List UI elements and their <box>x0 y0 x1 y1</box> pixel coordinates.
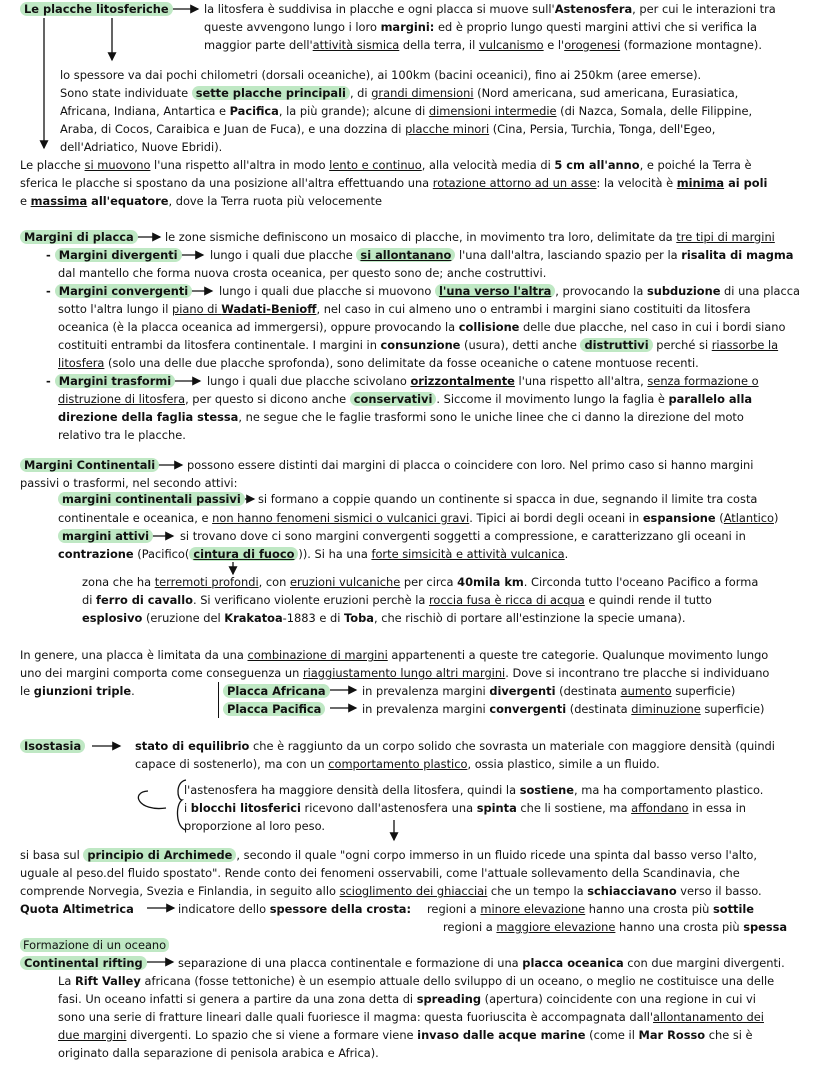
margini-8: litosfera (solo una delle due placche sprofonda), sono delimitate da fosse oceaniche o catene montuose recenti. <box>58 356 699 370</box>
oceano-5: due margini divergenti. Lo spazio che si viene a formare viene invaso dalle acque marine (come il Mar Rosso che si è <box>58 1028 753 1042</box>
heading-margini-continentali-line <box>20 456 159 474</box>
cont-3a <box>58 490 245 508</box>
margini-convergenti-line: - Margini convergenti <box>46 282 192 300</box>
margini-1: le zone sismiche definiscono un mosaico di placche, in movimento tra loro, delimitate da tre tipi di margini <box>165 230 775 244</box>
gen-4a <box>218 682 330 700</box>
line-11: e massima all'equatore, dove la Terra ruota più velocemente <box>20 194 382 208</box>
label-placca-africana: Placca Africana <box>223 684 330 698</box>
quota-1b: regioni a minore elevazione hanno una crosta più sottile <box>427 902 755 916</box>
oceano-3: fasi. Un oceano infatti si genera a partire da una zona detta di spreading (apertura) coincidente con una regione in cui vi <box>58 992 756 1006</box>
margini-divergenti-line: - Margini divergenti <box>46 246 182 264</box>
gen-3: le giunzioni triple. <box>20 684 135 698</box>
oceano-4: sono una serie di fratture lineari dalle quali fuoriesce il magma: questa fuoriuscita è accompagnata dall'allontanamento dei <box>58 1010 764 1024</box>
margini-11: direzione della faglia stessa, ne segue che le faglie trasformi sono le uniche linee che ci danno la direzione del moto <box>58 410 744 424</box>
margini-5: sotto l'altra lungo il piano di Wadati-Benioff, nel caso in cui almeno uno o entrambi i margini siano costituiti da litosfera <box>58 302 751 316</box>
isostasia-heading-line <box>20 737 85 755</box>
iso-5: proporzione al loro peso. <box>184 819 325 833</box>
cont-2: passivi o trasformi, nel secondo attivi: <box>20 476 238 490</box>
margini-3: dal mantello che forma nuova crosta oceanica, per questo sono de; anche costruttivi. <box>58 266 547 280</box>
margini-trasformi-line: - Margini trasformi <box>46 372 175 390</box>
quota-heading-line <box>20 900 134 918</box>
heading-margini-attivi: margini attivi <box>58 529 153 543</box>
heading-margini-passivi: margini continentali passivi <box>58 492 245 506</box>
oceano-6: originato dalla separazione di penisola arabica e Africa). <box>58 1046 379 1060</box>
line-10: sferica le placche si spostano da una posizione all'altra effettuando una rotazione attorno ad un asse: la velocità è minima ai poli <box>20 176 768 190</box>
gen-5: in prevalenza margini convergenti (destinata diminuzione superficie) <box>362 702 765 716</box>
margini-7: costituiti entrambi da litosfera continentale. I margini in consunzione (usura), detti anche distruttivi perché si riassorbe la <box>58 338 779 352</box>
heading-isostasia: Isostasia <box>20 739 85 753</box>
margini-2: lungo i quali due placche si allontanano l'una dall'altra, lasciando spazio per la risalita di magma <box>210 248 794 262</box>
iso-1: stato di equilibrio che è raggiunto da un corpo solido che sovrasta un materiale con maggiore densità (quindi <box>135 739 775 753</box>
line-4: lo spessore va dai pochi chilometri (dorsali oceaniche), ai 100km (bacini oceanici), fino ai 250km (aree emerse). <box>60 68 702 82</box>
line-placche <box>20 0 173 18</box>
rifting-heading-line <box>20 954 147 972</box>
heading-margini-trasformi: Margini trasformi <box>55 374 175 388</box>
label-placca-pacifica: Placca Pacifica <box>223 702 325 716</box>
cont-5a <box>58 527 153 545</box>
margini-4: lungo i quali due placche si muovono l'una verso l'altra , provocando la subduzione di una placca <box>219 284 800 298</box>
line-9: Le placche si muovono l'una rispetto all'altra in modo lento e continuo, alla velocità media di 5 cm all'anno, e poiché la Terra è <box>20 158 752 172</box>
heading-continental-rifting: Continental rifting <box>20 956 147 970</box>
cont-1: possono essere distinti dai margini di placca o coincidere con loro. Nel primo caso si hanno margini <box>187 458 754 472</box>
margini-10: distruzione di litosfera, per questo si dicono anche conservativi . Siccome il movimento lungo la faglia è parallelo alla <box>58 392 753 406</box>
cont-6: contrazione (Pacifico( cintura di fuoco )). Si ha una forte simsicità e attività vulcanica. <box>58 547 569 561</box>
line-3: maggior parte dell'attività sismica della terra, il vulcanismo e l'orogenesi (formazione montagne). <box>204 38 762 52</box>
gen-5a <box>218 700 325 718</box>
heading-margini-placca-line <box>20 228 138 246</box>
arch-2: uguale al peso.del fluido spostato". Rende conto dei fenomeni osservabili, come l'attuale sollevamento della Scandinavia, che <box>20 866 740 880</box>
arch-3: comprende Norvegia, Svezia e Finlandia, in seguito allo scioglimento dei ghiacciai che un tempo la schiacciavano verso il basso. <box>20 884 762 898</box>
line-2: queste avvengono lungo i loro margini: ed è proprio lungo questi margini attivi che si verifica la <box>204 20 758 34</box>
cont-7: zona che ha terremoti profondi, con eruzioni vulcaniche per circa 40mila km. Circonda tutto l'oceano Pacifico a forma <box>82 575 759 589</box>
cont-5: si trovano dove ci sono margini convergenti soggetti a compressione, e caratterizzano gli oceani in <box>180 529 746 543</box>
quota-1: indicatore dello spessore della crosta: <box>178 902 412 916</box>
oceano-2: La Rift Valley africana (fosse tettoniche) è un esempio attuale dello sviluppo di un oceano, o meglio ne costituisce una delle <box>58 974 775 988</box>
cont-3: si formano a coppie quando un continente si spacca in due, segnando il limite tra costa <box>258 492 758 506</box>
cont-4: continentale e oceanica, e non hanno fenomeni sismici o vulcanici gravi. Tipici ai bordi degli oceani in espansione (Atlantico) <box>58 511 779 525</box>
heading-margini-di-placca: Margini di placca <box>20 230 138 244</box>
oceano-1: separazione di una placca continentale e formazione di una placca oceanica con due margini divergenti. <box>178 956 785 970</box>
gen-4: in prevalenza margini divergenti (destinata aumento superficie) <box>362 684 736 698</box>
arch-1: si basa sul principio di Archimede , secondo il quale "ogni corpo immerso in un fluido ricede una spinta dal basso verso l'alto, <box>20 848 757 862</box>
iso-3: l'astenosfera ha maggiore densità della litosfera, quindi la sostiene, ma ha comportamento plastico. <box>184 783 764 797</box>
line-1: la litosfera è suddivisa in placche e ogni placca si muove sull'Astenosfera, per cui le interazioni tra <box>204 2 776 16</box>
cont-9: esplosivo (eruzione del Krakatoa-1883 e di Toba, che rischiò di portare all'estinzione la specie umana). <box>82 611 686 625</box>
cont-8: di ferro di cavallo. Si verificano violente eruzioni perchè la roccia fusa è ricca di acqua e quindi rende il tutto <box>82 593 712 607</box>
line-7: Araba, di Cocos, Caraibica e Juan de Fuca), e una dozzina di placche minori (Cina, Persia, Turchia, Tonga, dell'Egeo, <box>60 122 716 136</box>
heading-quota-altimetrica: Quota Altimetrica <box>20 902 134 916</box>
oceano-title-line <box>20 936 169 954</box>
heading-placche-litosferiche: Le placche litosferiche <box>20 2 173 16</box>
heading-margini-convergenti: Margini convergenti <box>55 284 192 298</box>
gen-1: In genere, una placca è limitata da una combinazione di margini appartenenti a queste tre categorie. Qualunque movimento lungo <box>20 648 769 662</box>
heading-formazione-oceano: Formazione di un oceano <box>20 938 169 952</box>
line-8: dell'Adriatico, Nuove Ebridi). <box>60 140 223 154</box>
heading-margini-continentali: Margini Continentali <box>20 458 159 472</box>
line-6: Africana, Indiana, Antartica e Pacifica, la più grande); alcune di dimensioni intermedie (di Nazca, Somala, delle Filippine, <box>60 104 753 118</box>
heading-margini-divergenti: Margini divergenti <box>55 248 182 262</box>
line-5: Sono state individuate sette placche principali , di grandi dimensioni (Nord americana, sud americana, Eurasiatica, <box>60 86 739 100</box>
margini-6: oceanica (è la placca oceanica ad immergersi), oppure provocando la collisione delle due placche, nel caso in cui i bordi siano <box>58 320 786 334</box>
margini-9: lungo i quali due placche scivolano orizzontalmente l'una rispetto all'altra, senza formazione o <box>207 374 759 388</box>
iso-4: i blocchi litosferici ricevono dall'astenosfera una spinta che li sostiene, ma affondano in essa in <box>184 801 747 815</box>
margini-12: relativo tra le placche. <box>58 428 186 442</box>
quota-2: regioni a maggiore elevazione hanno una crosta più spessa <box>443 920 788 934</box>
gen-2: uno dei margini comporta come conseguenza un riaggiustamento lungo altri margini. Dove si incontrano tre placche si individuano <box>20 666 770 680</box>
iso-2: capace di sostenerlo), ma con un comportamento plastico, ossia plastico, simile a un fluido. <box>135 757 660 771</box>
